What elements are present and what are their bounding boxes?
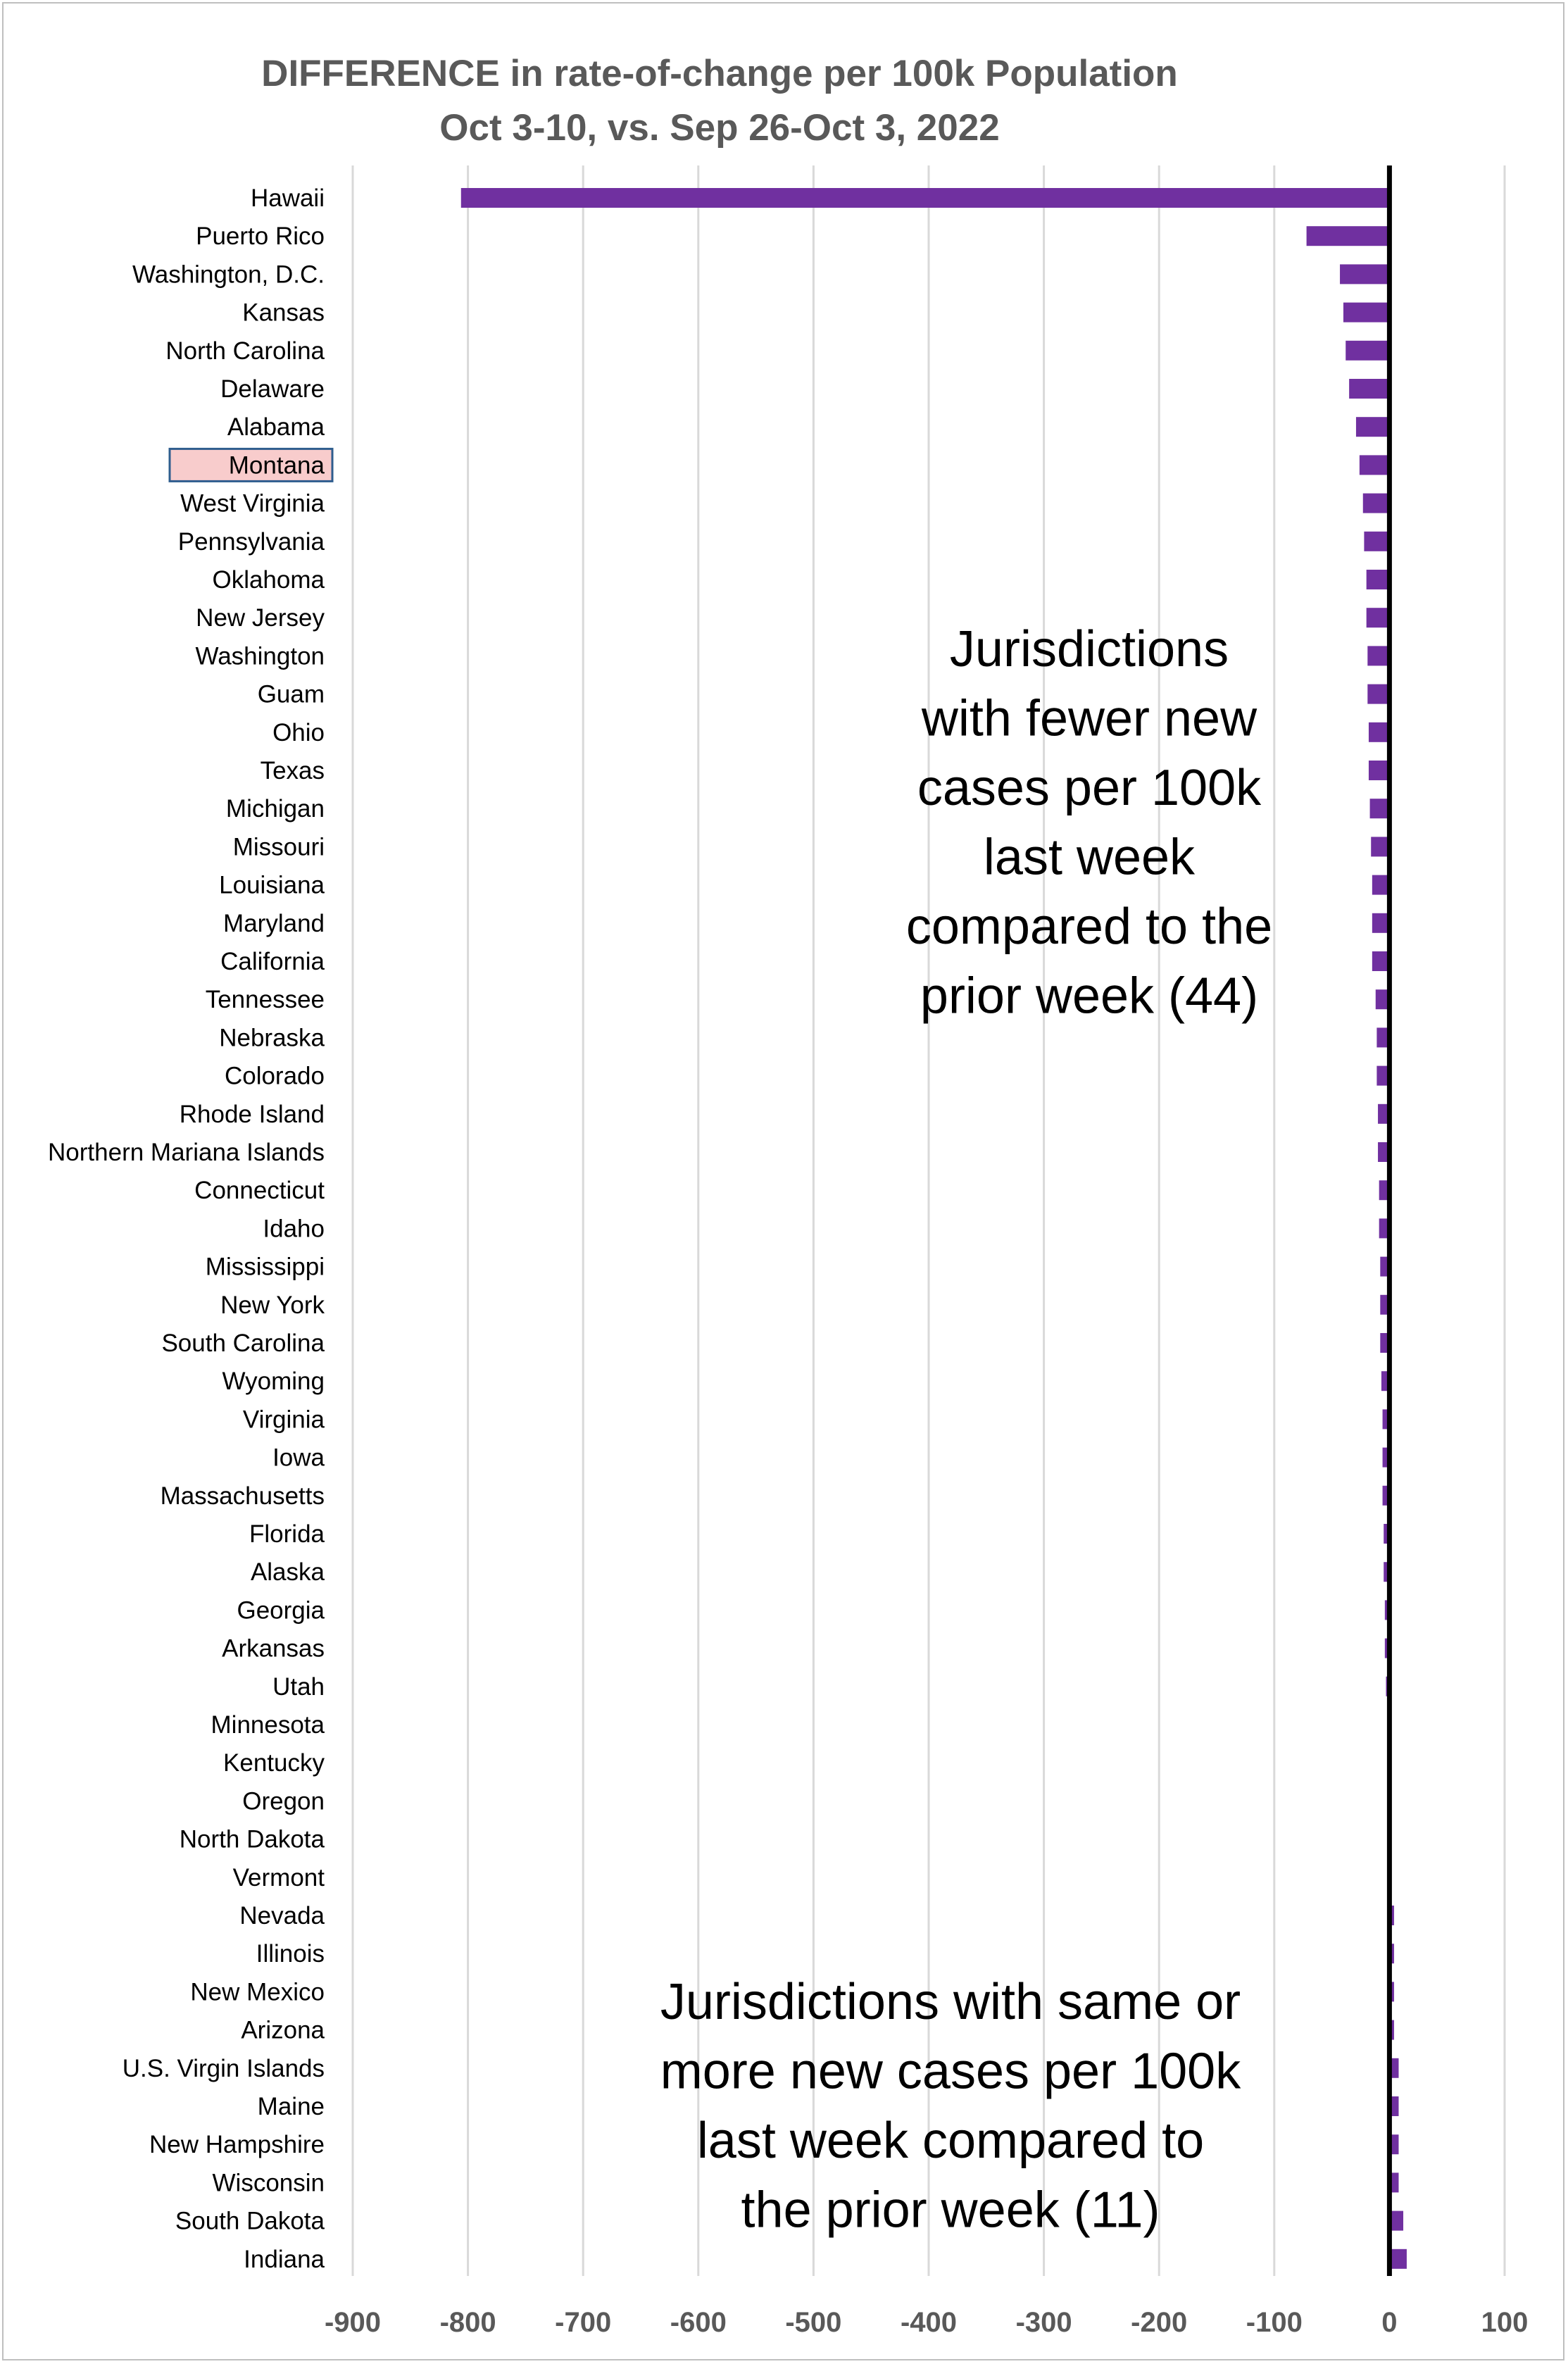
x-tick-label: 0 xyxy=(1381,2307,1398,2338)
category-label: Colorado xyxy=(224,1062,325,1090)
category-label: Oregon xyxy=(242,1787,325,1815)
category-label: Delaware xyxy=(220,375,325,403)
category-label: Mississippi xyxy=(205,1253,325,1281)
category-label: Connecticut xyxy=(194,1177,325,1205)
x-tick-label: -400 xyxy=(900,2307,958,2338)
category-label: Iowa xyxy=(272,1444,325,1472)
category-label: Idaho xyxy=(263,1215,325,1243)
x-tick-labels xyxy=(325,2307,1528,2338)
x-tick-label: -100 xyxy=(1246,2307,1303,2338)
category-label: Michigan xyxy=(225,795,325,823)
bar xyxy=(1389,2249,1407,2269)
chart-title xyxy=(261,53,1178,149)
bar xyxy=(1369,723,1389,742)
x-tick-label: -600 xyxy=(670,2307,727,2338)
bar xyxy=(1340,264,1389,284)
bar xyxy=(1349,379,1389,399)
chart-title-line-1: DIFFERENCE in rate-of-change per 100k Population xyxy=(261,53,1178,94)
gridlines xyxy=(353,165,1505,2276)
category-label: Arkansas xyxy=(222,1634,325,1663)
x-tick-label: -700 xyxy=(555,2307,612,2338)
category-label: Georgia xyxy=(237,1596,325,1625)
category-label: Montana xyxy=(228,451,325,480)
bar xyxy=(1367,608,1390,627)
bar xyxy=(1370,799,1390,818)
category-label: Ohio xyxy=(272,718,325,746)
bar xyxy=(1367,684,1389,704)
annotation-line: compared to the xyxy=(905,899,1273,955)
bar xyxy=(1372,951,1390,971)
annotation-line: Jurisdictions xyxy=(949,621,1229,677)
category-label: Maine xyxy=(257,2093,325,2120)
category-label: Hawaii xyxy=(250,185,325,212)
category-label: New Jersey xyxy=(196,604,325,632)
chart-title-line-2: Oct 3-10, vs. Sep 26-Oct 3, 2022 xyxy=(439,107,1000,149)
bar xyxy=(1367,646,1389,665)
bar xyxy=(1364,532,1389,551)
category-label: Nebraska xyxy=(219,1024,325,1052)
category-label: Arizona xyxy=(241,2016,325,2044)
category-label: Oklahoma xyxy=(212,566,325,594)
category-label: Illinois xyxy=(256,1940,325,1968)
category-label: Rhode Island xyxy=(179,1100,325,1128)
category-label: Puerto Rico xyxy=(196,223,325,251)
category-label: Alabama xyxy=(227,413,325,442)
x-tick-label: -900 xyxy=(324,2307,382,2338)
category-label: U.S. Virgin Islands xyxy=(122,2054,325,2082)
category-label: Florida xyxy=(249,1520,325,1548)
annotation-line: with fewer new xyxy=(921,690,1257,747)
annotation-line: last week xyxy=(983,829,1196,886)
category-label: Kentucky xyxy=(223,1749,325,1777)
category-label: Texas xyxy=(260,757,325,784)
category-label: Massachusetts xyxy=(160,1482,325,1510)
category-labels xyxy=(48,185,332,2273)
category-label: Maryland xyxy=(223,909,325,937)
annotation-line: Jurisdictions with same or xyxy=(660,1974,1241,2030)
category-label: Washington, D.C. xyxy=(132,261,325,289)
category-label: Missouri xyxy=(232,833,325,861)
category-label: South Carolina xyxy=(161,1330,325,1357)
x-tick-label: -800 xyxy=(439,2307,496,2338)
category-label: Utah xyxy=(272,1672,325,1701)
category-label: Pennsylvania xyxy=(177,527,325,556)
category-label: West Virginia xyxy=(180,489,325,518)
bar xyxy=(1372,913,1390,933)
annotation-line: prior week (44) xyxy=(920,968,1259,1025)
bar xyxy=(1343,303,1389,323)
category-label: California xyxy=(220,948,325,975)
bar xyxy=(1372,875,1390,895)
bar xyxy=(1371,837,1389,856)
category-label: New York xyxy=(220,1291,325,1319)
annotation-line: more new cases per 100k xyxy=(660,2043,1241,2100)
category-label: New Mexico xyxy=(190,1978,325,2006)
category-label: Tennessee xyxy=(205,986,325,1014)
category-label: North Dakota xyxy=(179,1825,325,1853)
category-label: Wyoming xyxy=(222,1368,325,1396)
x-tick-label: -300 xyxy=(1015,2307,1072,2338)
category-label: North Carolina xyxy=(165,337,325,365)
bar xyxy=(1367,570,1390,589)
bar xyxy=(1363,494,1390,513)
category-label: New Hampshire xyxy=(149,2131,325,2159)
annotations xyxy=(660,621,1272,2239)
x-tick-label: -200 xyxy=(1131,2307,1188,2338)
category-label: Kansas xyxy=(242,299,325,327)
annotation-line: the prior week (11) xyxy=(741,2182,1160,2239)
category-label: Guam xyxy=(257,680,325,708)
category-label: Vermont xyxy=(232,1863,325,1891)
annotation-line: cases per 100k xyxy=(917,760,1262,816)
category-label: Indiana xyxy=(244,2245,325,2273)
category-label: Louisiana xyxy=(219,871,325,899)
bar xyxy=(461,188,1390,208)
category-label: Wisconsin xyxy=(212,2169,325,2197)
category-label: South Dakota xyxy=(175,2207,325,2235)
bar xyxy=(1360,455,1390,475)
category-label: Minnesota xyxy=(211,1711,325,1739)
x-tick-label: 100 xyxy=(1481,2307,1529,2338)
bar xyxy=(1369,761,1389,780)
x-tick-label: -500 xyxy=(785,2307,842,2338)
category-label: Nevada xyxy=(239,1902,325,1930)
bar xyxy=(1356,417,1389,437)
bar xyxy=(1307,226,1390,246)
category-label: Virginia xyxy=(242,1406,325,1434)
category-label: Washington xyxy=(195,642,325,670)
category-label: Northern Mariana Islands xyxy=(48,1139,325,1166)
annotation-line: last week compared to xyxy=(696,2113,1205,2169)
category-label: Alaska xyxy=(250,1558,325,1587)
bars xyxy=(461,188,1407,2269)
bar xyxy=(1346,341,1389,361)
